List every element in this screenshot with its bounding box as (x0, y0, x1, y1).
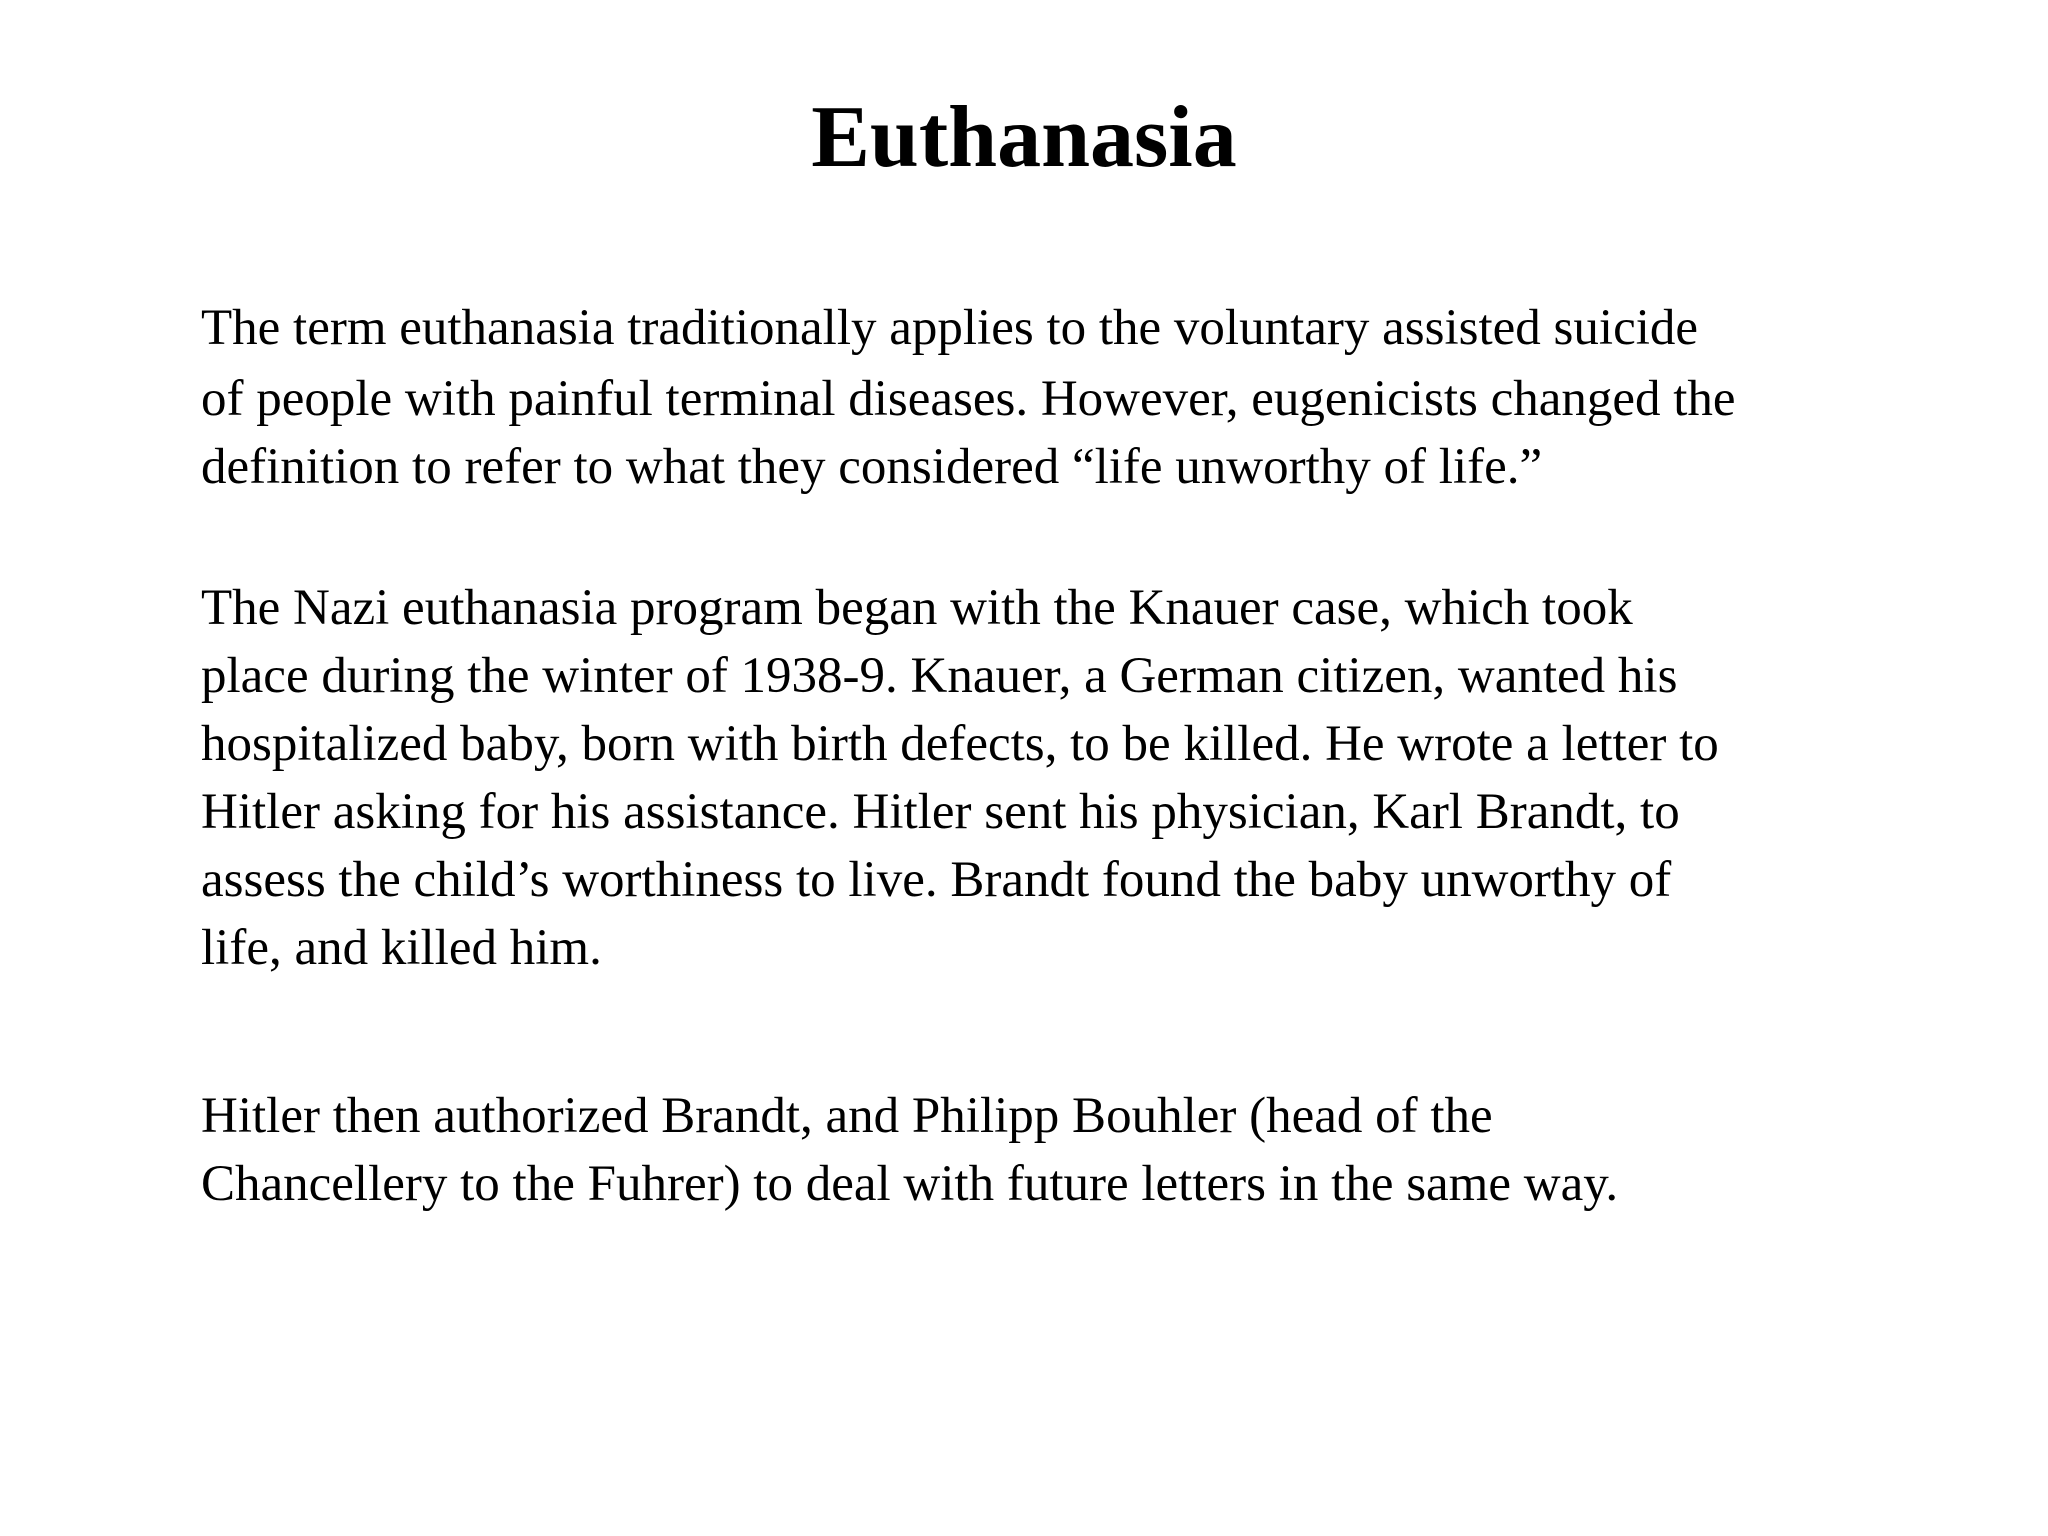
paragraph-knauer-case (201, 574, 1961, 982)
paragraph-line: place during the winter of 1938-9. Knauer, a German citizen, wanted his (201, 648, 1678, 704)
paragraph-euthanasia-definition (201, 294, 1961, 501)
paragraph-line: The term euthanasia traditionally applies to the voluntary assisted suicide (201, 300, 1699, 356)
paragraph-line: hospitalized baby, born with birth defects, to be killed. He wrote a letter to (201, 716, 1719, 772)
paragraph-line: The Nazi euthanasia program began with the Knauer case, which took (201, 580, 1633, 636)
paragraph-line: assess the child’s worthiness to live. Brandt found the baby unworthy of (201, 852, 1672, 908)
slide-title: Euthanasia (811, 89, 1237, 186)
paragraph-line: Chancellery to the Fuhrer) to deal with future letters in the same way. (201, 1156, 1619, 1212)
paragraph-line: of people with painful terminal diseases. However, eugenicists changed the (201, 371, 1736, 427)
paragraph-line: life, and killed him. (201, 920, 602, 976)
paragraph-authorization (201, 1082, 1961, 1218)
paragraph-line: Hitler asking for his assistance. Hitler sent his physician, Karl Brandt, to (201, 784, 1680, 840)
paragraph-line: definition to refer to what they considered “life unworthy of life.” (201, 439, 1543, 495)
paragraph-line: Hitler then authorized Brandt, and Philipp Bouhler (head of the (201, 1088, 1493, 1144)
